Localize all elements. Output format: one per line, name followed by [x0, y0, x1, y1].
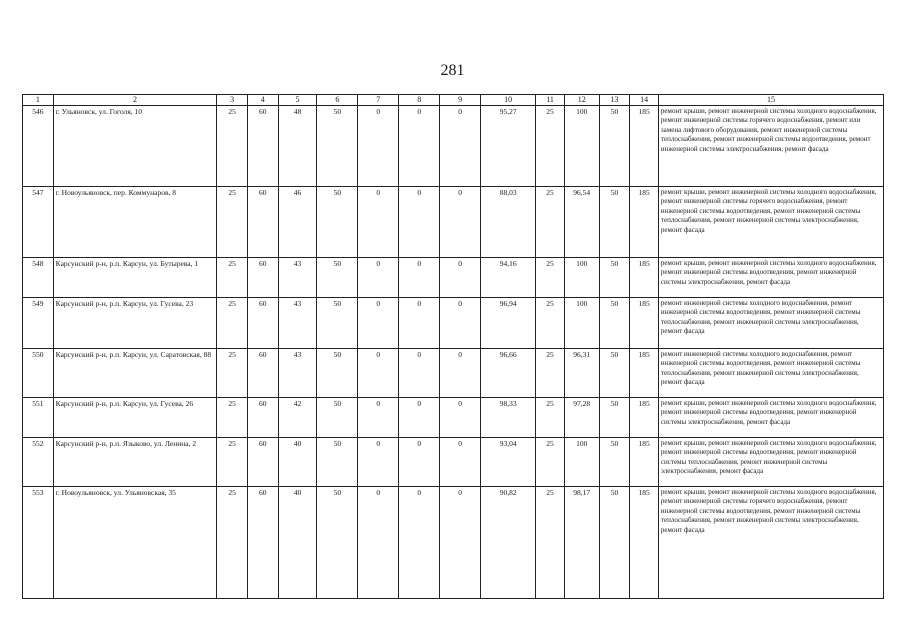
works-cell: ремонт крыши, ремонт инженерной системы холодного водоснабжения, ремонт инженерной системы водоотведения, ремонт инженерной системы электроснабжения, ремонт фасада	[658, 258, 883, 298]
table-row	[23, 349, 884, 398]
value-cell: 25	[536, 438, 565, 487]
value-cell: 185	[630, 106, 659, 187]
value-cell: 98,33	[481, 398, 536, 438]
table-row	[23, 438, 884, 487]
value-cell: 94,16	[481, 258, 536, 298]
column-header: 3	[217, 95, 248, 106]
value-cell: 25	[217, 106, 248, 187]
address-cell: Карсунский р-н, р.п. Карсун, ул. Гусева, 26	[53, 398, 217, 438]
value-cell: 0	[358, 349, 399, 398]
works-cell: ремонт крыши, ремонт инженерной системы холодного водоснабжения, ремонт инженерной системы водоотведения, ремонт инженерной системы электроснабжения, ремонт фасада	[658, 398, 883, 438]
table-row	[23, 398, 884, 438]
value-cell: 43	[278, 349, 317, 398]
row-number: 550	[23, 349, 54, 398]
value-cell: 0	[358, 258, 399, 298]
value-cell: 60	[247, 487, 278, 599]
value-cell: 0	[440, 298, 481, 349]
value-cell: 48	[278, 106, 317, 187]
value-cell: 50	[599, 438, 630, 487]
value-cell: 0	[358, 487, 399, 599]
value-cell: 0	[399, 258, 440, 298]
value-cell: 60	[247, 298, 278, 349]
value-cell: 0	[399, 487, 440, 599]
value-cell: 25	[217, 349, 248, 398]
value-cell: 60	[247, 398, 278, 438]
value-cell: 0	[399, 438, 440, 487]
value-cell: 0	[358, 106, 399, 187]
value-cell: 0	[440, 438, 481, 487]
value-cell: 25	[217, 187, 248, 258]
value-cell: 185	[630, 349, 659, 398]
works-cell: ремонт инженерной системы холодного водоснабжения, ремонт инженерной системы водоотведения, ремонт инженерной системы теплоснабжения, ремонт инженерной системы электроснабжения, ремонт фасада	[658, 298, 883, 349]
address-cell: Карсунский р-н, р.п. Языково, ул. Ленина, 2	[53, 438, 217, 487]
row-number: 546	[23, 106, 54, 187]
housing-repair-table	[22, 94, 884, 599]
table-row	[23, 187, 884, 258]
value-cell: 25	[536, 187, 565, 258]
column-header: 5	[278, 95, 317, 106]
value-cell: 50	[317, 398, 358, 438]
column-header: 13	[599, 95, 630, 106]
value-cell: 97,28	[564, 398, 599, 438]
value-cell: 60	[247, 438, 278, 487]
value-cell: 0	[399, 187, 440, 258]
value-cell: 0	[440, 349, 481, 398]
value-cell: 60	[247, 349, 278, 398]
value-cell: 50	[317, 187, 358, 258]
value-cell: 0	[440, 487, 481, 599]
value-cell: 0	[358, 298, 399, 349]
value-cell: 60	[247, 258, 278, 298]
value-cell: 50	[599, 298, 630, 349]
table-row	[23, 487, 884, 599]
value-cell: 0	[440, 106, 481, 187]
value-cell: 50	[599, 398, 630, 438]
value-cell: 50	[317, 258, 358, 298]
value-cell: 100	[564, 106, 599, 187]
value-cell: 25	[536, 298, 565, 349]
value-cell: 185	[630, 487, 659, 599]
value-cell: 98,17	[564, 487, 599, 599]
value-cell: 50	[599, 106, 630, 187]
value-cell: 100	[564, 298, 599, 349]
value-cell: 25	[217, 438, 248, 487]
table-row	[23, 298, 884, 349]
address-cell: Карсунский р-н, р.п. Карсун, ул. Бутырева, 1	[53, 258, 217, 298]
column-header: 1	[23, 95, 54, 106]
column-header: 10	[481, 95, 536, 106]
value-cell: 90,82	[481, 487, 536, 599]
value-cell: 25	[536, 398, 565, 438]
value-cell: 185	[630, 438, 659, 487]
value-cell: 0	[440, 258, 481, 298]
value-cell: 0	[399, 398, 440, 438]
value-cell: 96,54	[564, 187, 599, 258]
value-cell: 185	[630, 298, 659, 349]
value-cell: 40	[278, 487, 317, 599]
column-header: 2	[53, 95, 217, 106]
row-number: 552	[23, 438, 54, 487]
page-number: 281	[440, 62, 465, 79]
value-cell: 100	[564, 438, 599, 487]
column-header: 11	[536, 95, 565, 106]
value-cell: 50	[317, 487, 358, 599]
value-cell: 60	[247, 187, 278, 258]
row-number: 547	[23, 187, 54, 258]
value-cell: 25	[536, 258, 565, 298]
value-cell: 93,04	[481, 438, 536, 487]
works-cell: ремонт крыши, ремонт инженерной системы холодного водоснабжения, ремонт инженерной системы горячего водоснабжения, ремонт или замена лифтового оборудования, ремонт инженерной системы теплоснабжения, ремонт инженерной системы водоотведения, ремонт инженерной системы электроснабжения, ремонт фасада	[658, 106, 883, 187]
value-cell: 50	[317, 438, 358, 487]
value-cell: 25	[536, 349, 565, 398]
value-cell: 0	[440, 398, 481, 438]
address-cell: Карсунский р-н, р.п. Карсун, ул. Саратовская, 88	[53, 349, 217, 398]
value-cell: 25	[536, 487, 565, 599]
column-header: 12	[564, 95, 599, 106]
column-header: 8	[399, 95, 440, 106]
value-cell: 0	[399, 298, 440, 349]
column-number-row	[23, 95, 884, 106]
table-row	[23, 258, 884, 298]
value-cell: 40	[278, 438, 317, 487]
works-cell: ремонт крыши, ремонт инженерной системы холодного водоснабжения, ремонт инженерной системы водоотведения, ремонт инженерной системы теплоснабжения, ремонт инженерной системы электроснабжения, ремонт фасада	[658, 438, 883, 487]
value-cell: 96,31	[564, 349, 599, 398]
address-cell: г. Ульяновск, ул. Гоголя, 10	[53, 106, 217, 187]
value-cell: 50	[317, 349, 358, 398]
value-cell: 43	[278, 298, 317, 349]
table-row	[23, 106, 884, 187]
value-cell: 100	[564, 258, 599, 298]
column-header: 6	[317, 95, 358, 106]
row-number: 551	[23, 398, 54, 438]
value-cell: 60	[247, 106, 278, 187]
column-header: 15	[658, 95, 883, 106]
value-cell: 50	[599, 258, 630, 298]
address-cell: г. Новоульяновск, ул. Ульяновская, 35	[53, 487, 217, 599]
value-cell: 46	[278, 187, 317, 258]
value-cell: 50	[599, 487, 630, 599]
value-cell: 50	[599, 187, 630, 258]
column-header: 7	[358, 95, 399, 106]
value-cell: 185	[630, 398, 659, 438]
value-cell: 50	[599, 349, 630, 398]
value-cell: 25	[217, 398, 248, 438]
column-header: 14	[630, 95, 659, 106]
value-cell: 95,27	[481, 106, 536, 187]
value-cell: 0	[358, 398, 399, 438]
row-number: 553	[23, 487, 54, 599]
works-cell: ремонт крыши, ремонт инженерной системы холодного водоснабжения, ремонт инженерной системы горячего водоснабжения, ремонт инженерной системы водоотведения, ремонт инженерной системы теплоснабжения, ремонт инженерной системы электроснабжения, ремонт фасада	[658, 187, 883, 258]
address-cell: г. Новоульяновск, пер. Коммунаров, 8	[53, 187, 217, 258]
value-cell: 96,66	[481, 349, 536, 398]
value-cell: 50	[317, 106, 358, 187]
value-cell: 185	[630, 258, 659, 298]
value-cell: 25	[217, 487, 248, 599]
row-number: 549	[23, 298, 54, 349]
value-cell: 0	[358, 438, 399, 487]
value-cell: 0	[399, 349, 440, 398]
row-number: 548	[23, 258, 54, 298]
value-cell: 0	[440, 187, 481, 258]
value-cell: 0	[358, 187, 399, 258]
value-cell: 50	[317, 298, 358, 349]
works-cell: ремонт крыши, ремонт инженерной системы холодного водоснабжения, ремонт инженерной системы горячего водоснабжения, ремонт инженерной системы водоотведения, ремонт инженерной системы теплоснабжения, ремонт инженерной системы электроснабжения, ремонт фасада	[658, 487, 883, 599]
column-header: 9	[440, 95, 481, 106]
address-cell: Карсунский р-н, р.п. Карсун, ул. Гусева, 23	[53, 298, 217, 349]
value-cell: 185	[630, 187, 659, 258]
value-cell: 88,03	[481, 187, 536, 258]
value-cell: 25	[217, 298, 248, 349]
value-cell: 0	[399, 106, 440, 187]
value-cell: 43	[278, 258, 317, 298]
value-cell: 25	[536, 106, 565, 187]
value-cell: 25	[217, 258, 248, 298]
value-cell: 42	[278, 398, 317, 438]
column-header: 4	[247, 95, 278, 106]
value-cell: 96,94	[481, 298, 536, 349]
works-cell: ремонт инженерной системы холодного водоснабжения, ремонт инженерной системы водоотведения, ремонт инженерной системы теплоснабжения, ремонт инженерной системы электроснабжения, ремонт фасада	[658, 349, 883, 398]
